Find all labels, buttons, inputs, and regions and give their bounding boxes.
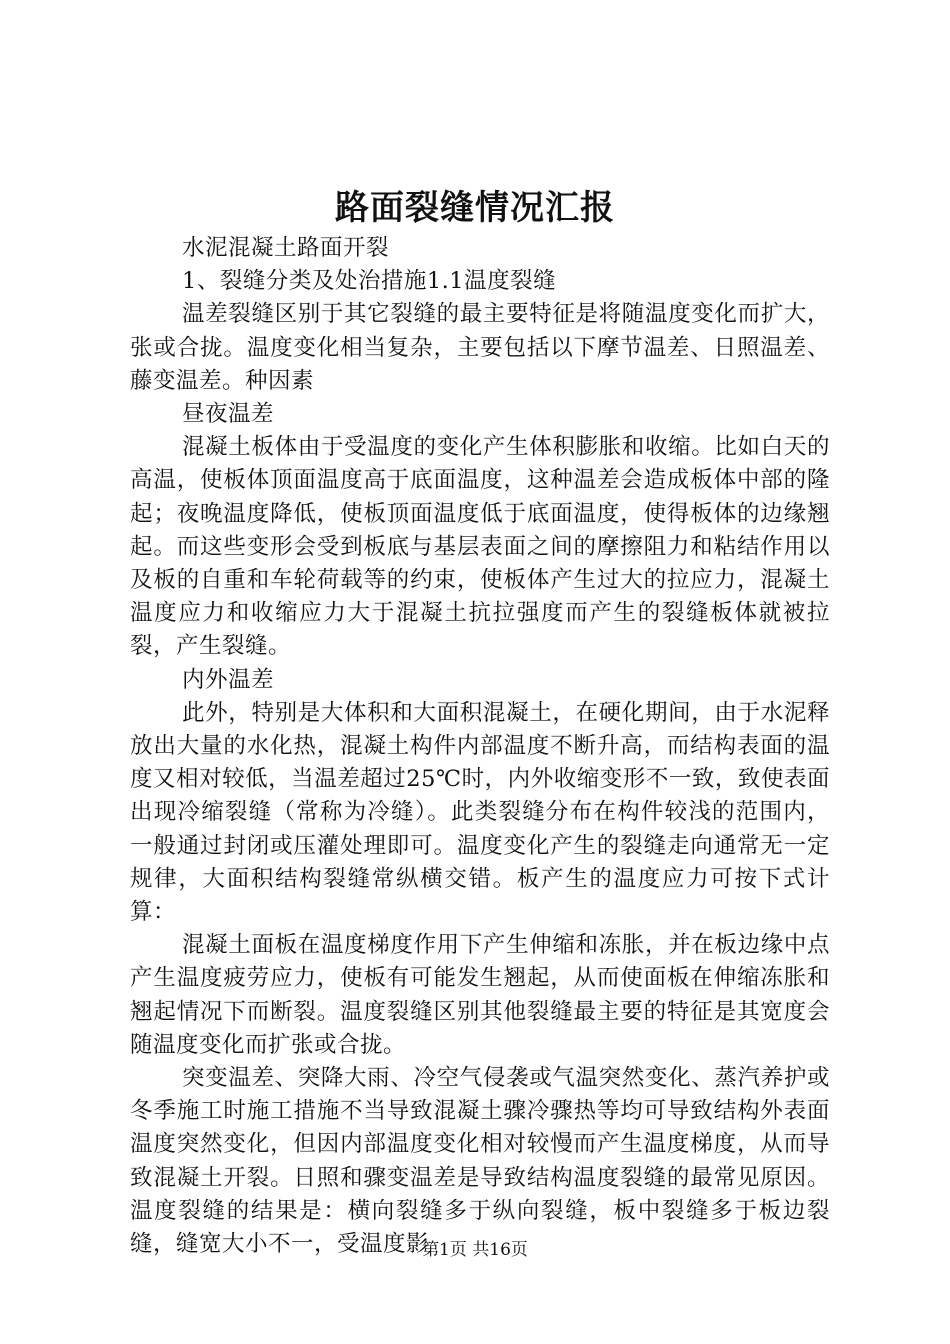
paragraph: 混凝土面板在温度梯度作用下产生伸缩和冻胀，并在板边缘中点产生温度疲劳应力，使板有可能发生翘起，从而使面板在伸缩冻胀和翘起情况下而断裂。温度裂缝区别其他裂缝最主要的特征是其宽度会随温度变化而扩张或合拢。	[130, 932, 830, 1058]
paragraph: 混凝土板体由于受温度的变化产生体积膨胀和收缩。比如白天的高温，使板体顶面温度高于底面温度，这种温差会造成板体中部的隆起；夜晚温度降低，使板顶面温度低于底面温度，使得板体的边缘翘起。而这些变形会受到板底与基层表面之间的摩擦阻力和粘结作用以及板的自重和车轮荷载等的约束，使板体产生过大的拉应力，混凝土温度应力和收缩应力大于混凝土抗拉强度而产生的裂缝板体就被拉裂，产生裂缝。	[130, 434, 830, 660]
page-footer: 第1页 共16页	[422, 1240, 528, 1260]
paragraph: 1、裂缝分类及处治措施1.1温度裂缝	[182, 268, 557, 295]
paragraph: 昼夜温差	[182, 401, 275, 428]
paragraph: 内外温差	[182, 666, 275, 693]
paragraph: 水泥混凝土路面开裂	[182, 235, 390, 261]
document-body	[130, 232, 830, 1261]
paragraph: 突变温差、突降大雨、冷空气侵袭或气温突然变化、蒸汽养护或冬季施工时施工措施不当导致混凝土骤冷骤热等均可导致结构外表面温度突然变化，但因内部温度变化相对较慢而产生温度梯度，从而导致混凝土开裂。日照和骤变温差是导致结构温度裂缝的最常见原因。温度裂缝的结果是：横向裂缝多于纵向裂缝，板中裂缝多于板边裂缝，缝宽大小不一，受温度影	[130, 1065, 830, 1258]
document-title: 路面裂缝情况汇报	[335, 188, 615, 228]
paragraph: 温差裂缝区别于其它裂缝的最主要特征是将随温度变化而扩大，张或合拢。温度变化相当复杂，主要包括以下摩节温差、日照温差、藤变温差。种因素	[130, 301, 830, 394]
paragraph: 此外，特别是大体积和大面积混凝土，在硬化期间，由于水泥释放出大量的水化热，混凝土构件内部温度不断升高，而结构表面的温度又相对较低，当温差超过25℃时，内外收缩变形不一致，致使表面出现冷缩裂缝（常称为冷缝）。此类裂缝分布在构件较浅的范围内，一般通过封闭或压灌处理即可。温度变化产生的裂缝走向通常无一定规律，大面积结构裂缝常纵横交错。板产生的温度应力可按下式计算：	[130, 699, 830, 926]
